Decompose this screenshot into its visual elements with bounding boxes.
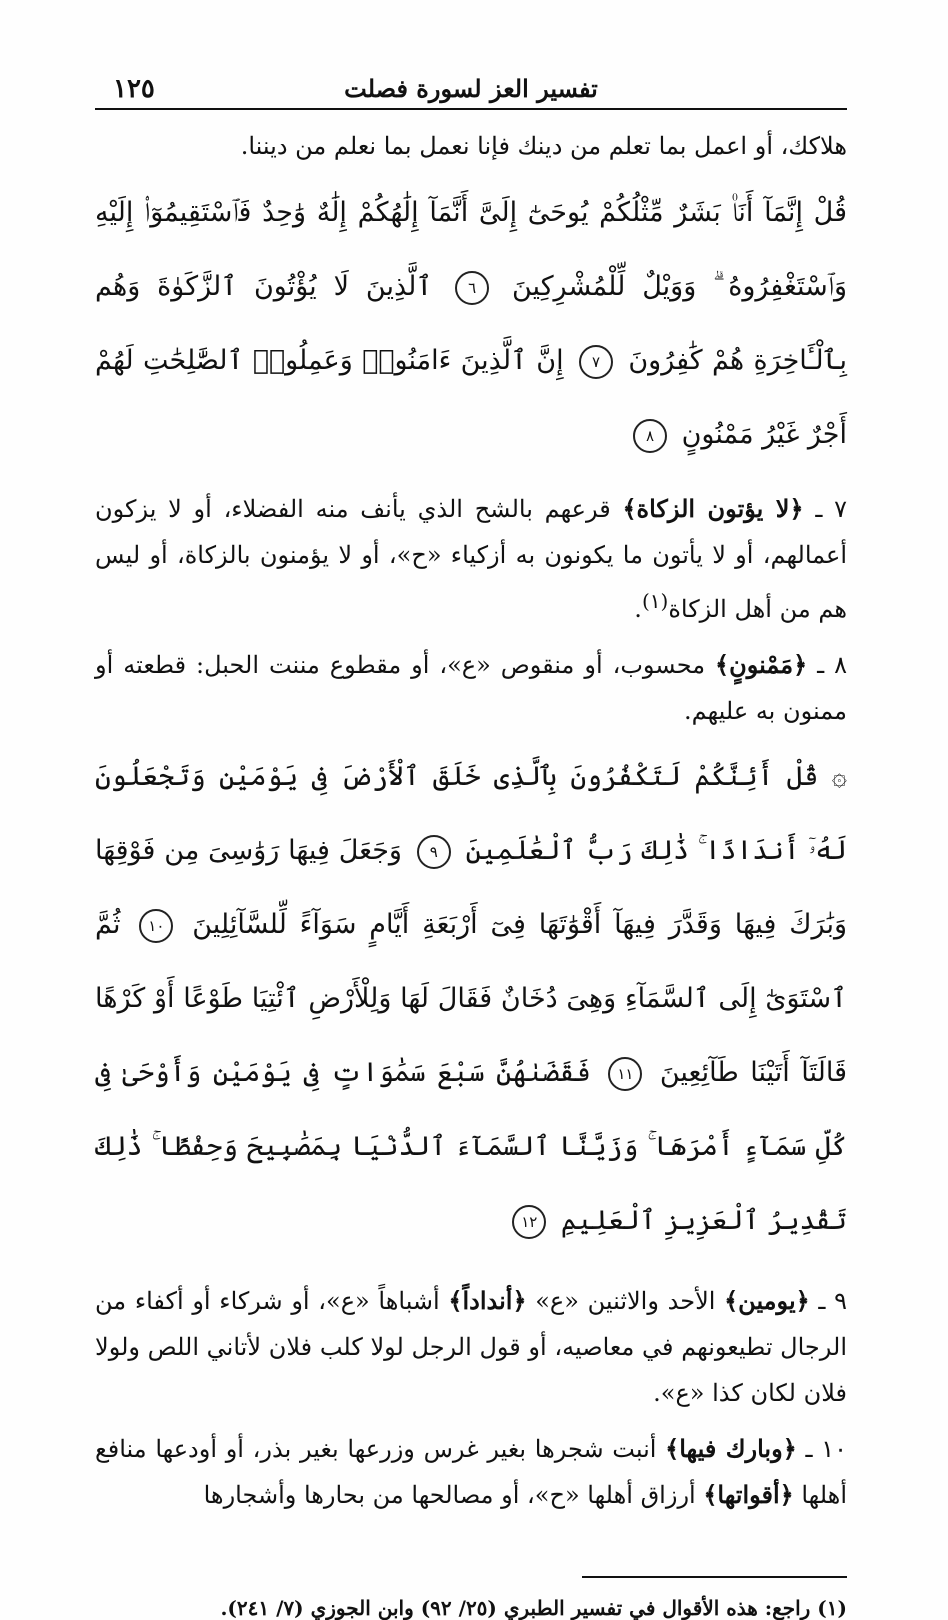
ayah-number-marker: ٦	[455, 271, 489, 305]
quoted-term: ﴿وبارك فيها﴾	[665, 1434, 797, 1463]
continuation-paragraph: هلاكك، أو اعمل بما تعلم من دينك فإنا نعمل بما نعلم من ديننا.	[240, 132, 847, 160]
item-number: ١٠ ـ	[805, 1435, 847, 1463]
quoted-term: ﴿لا يؤتون الزكاة﴾	[622, 494, 804, 523]
page-number: ١٢٥	[113, 74, 155, 104]
book-page	[95, 70, 847, 1620]
running-title: تفسير العز لسورة فصلت	[344, 74, 598, 103]
quran-text: قُلْ أَئِنَّكُمْ لَتَكْفُرُونَ بِٱلَّذِى خَلَقَ ٱلْأَرْضَ فِى يَوْمَيْنِ وَتَجْعَلُونَ لَهُۥٓ أَندَادًا ۚ ذَٰلِكَ رَبُّ ٱلْعَٰلَمِينَ	[95, 761, 847, 866]
commentary-text: محسوب، أو منقوص «ع»، أو مقطوع مننت الحبل: قطعته أو ممنون به عليهم.	[95, 651, 847, 725]
footnote-reference: (١)	[641, 589, 669, 613]
commentary-item-7	[95, 486, 847, 632]
quran-passage-2	[95, 740, 847, 1258]
commentary-text: الأحد والاثنين «ع»	[526, 1287, 725, 1315]
item-number: ٨ ـ	[817, 651, 847, 679]
commentary-text: أنبت شجرها بغير غرس وزرعها بغير بذر، أو أودعها منافع أهلها	[95, 1435, 847, 1509]
commentary-text: أرزاق أهلها «ح»، أو مصالحها من بحارها وأشجارها	[203, 1481, 704, 1509]
item-number: ٧ ـ	[815, 495, 847, 523]
commentary-item-8	[95, 642, 847, 734]
commentary-text: قرعهم بالشح الذي يأنف منه الفضلاء، أو لا يزكون أعمالهم، أو لا يأتون ما يكونون به أزكياء «ح»، أو لا يؤمنون بالزكاة، أو ليس هم من أهل الزكاة	[95, 495, 847, 623]
ayah-number-marker: ٧	[579, 345, 613, 379]
footnote-divider	[582, 1576, 847, 1578]
quran-text: إِنَّ ٱلَّذِينَ ءَامَنُوا۟ وَعَمِلُوا۟ ٱلصَّٰلِحَٰتِ لَهُمْ أَجْرٌ غَيْرُ مَمْنُونٍ	[95, 345, 847, 450]
ayah-number-marker: ٨	[633, 419, 667, 453]
ayah-number-marker: ١١	[608, 1057, 642, 1091]
quran-passage-1	[95, 176, 847, 472]
ayah-number-marker: ١٢	[512, 1205, 546, 1239]
quoted-term: ﴿أقواتها﴾	[703, 1480, 794, 1509]
commentary-item-10	[95, 1426, 847, 1518]
footnote: (١) راجع: هذه الأقوال في تفسير الطبري (٢٥/ ٩٢) وابن الجوزي (٧/ ٢٤١).	[220, 1596, 847, 1620]
quran-text: قُلْ إِنَّمَآ أَنَا۠ بَشَرٌ مِّثْلُكُمْ يُوحَىٰٓ إِلَىَّ أَنَّمَآ إِلَٰهُكُمْ إِلَٰهٌ وَٰحِدٌ فَٱسْتَقِيمُوٓا۟ إِلَيْهِ وَٱسْتَغْفِرُوهُ ۗ وَوَيْلٌ لِّلْمُشْرِكِينَ	[95, 197, 847, 302]
quran-text: ٱلَّذِينَ لَا يُؤْتُونَ ٱلزَّكَوٰةَ وَهُم بِٱلْـَٔاخِرَةِ هُمْ كَٰفِرُونَ	[95, 271, 847, 376]
period: .	[634, 595, 642, 623]
ayah-number-marker: ٩	[417, 835, 451, 869]
hizb-star-icon: ۞	[831, 762, 847, 792]
quran-text: ثُمَّ ٱسْتَوَىٰٓ إِلَى ٱلسَّمَآءِ وَهِىَ دُخَانٌ فَقَالَ لَهَا وَلِلْأَرْضِ ٱئْتِيَا طَوْعًا أَوْ كَرْهًا قَالَتَآ أَتَيْنَا طَآئِعِينَ	[95, 909, 847, 1088]
quran-text: فَقَضَىٰهُنَّ سَبْعَ سَمَٰوَاتٍ فِى يَوْمَيْنِ وَأَوْحَىٰ فِى كُلِّ سَمَآءٍ أَمْرَهَا ۚ وَزَيَّنَّا ٱلسَّمَآءَ ٱلدُّنْيَا بِمَصَٰبِيحَ وَحِفْظًا ۚ ذَٰلِكَ تَقْدِيرُ ٱلْعَزِيزِ ٱلْعَلِيمِ	[95, 1057, 847, 1236]
quran-text: وَجَعَلَ فِيهَا رَوَٰسِىَ مِن فَوْقِهَا وَبَٰرَكَ فِيهَا وَقَدَّرَ فِيهَآ أَقْوَٰتَهَا فِىٓ أَرْبَعَةِ أَيَّامٍ سَوَآءً لِّلسَّآئِلِينَ	[95, 835, 847, 940]
quoted-term: ﴿أنداداً﴾	[448, 1286, 527, 1315]
quoted-term: ﴿يومين﴾	[724, 1286, 810, 1315]
item-number: ٩ ـ	[818, 1287, 848, 1315]
commentary-text: أشباهاً «ع»، أو شركاء أو أكفاء من الرجال تطيعونهم في معاصيه، أو قول الرجل لولا كلب فلان لأتاني اللص ولولا فلان لكان كذا «ع».	[95, 1287, 847, 1407]
page-header	[95, 70, 847, 110]
ayah-number-marker: ١٠	[139, 909, 173, 943]
commentary-item-9	[95, 1278, 847, 1416]
quoted-term: ﴿مَمْنونٍ﴾	[715, 650, 808, 679]
